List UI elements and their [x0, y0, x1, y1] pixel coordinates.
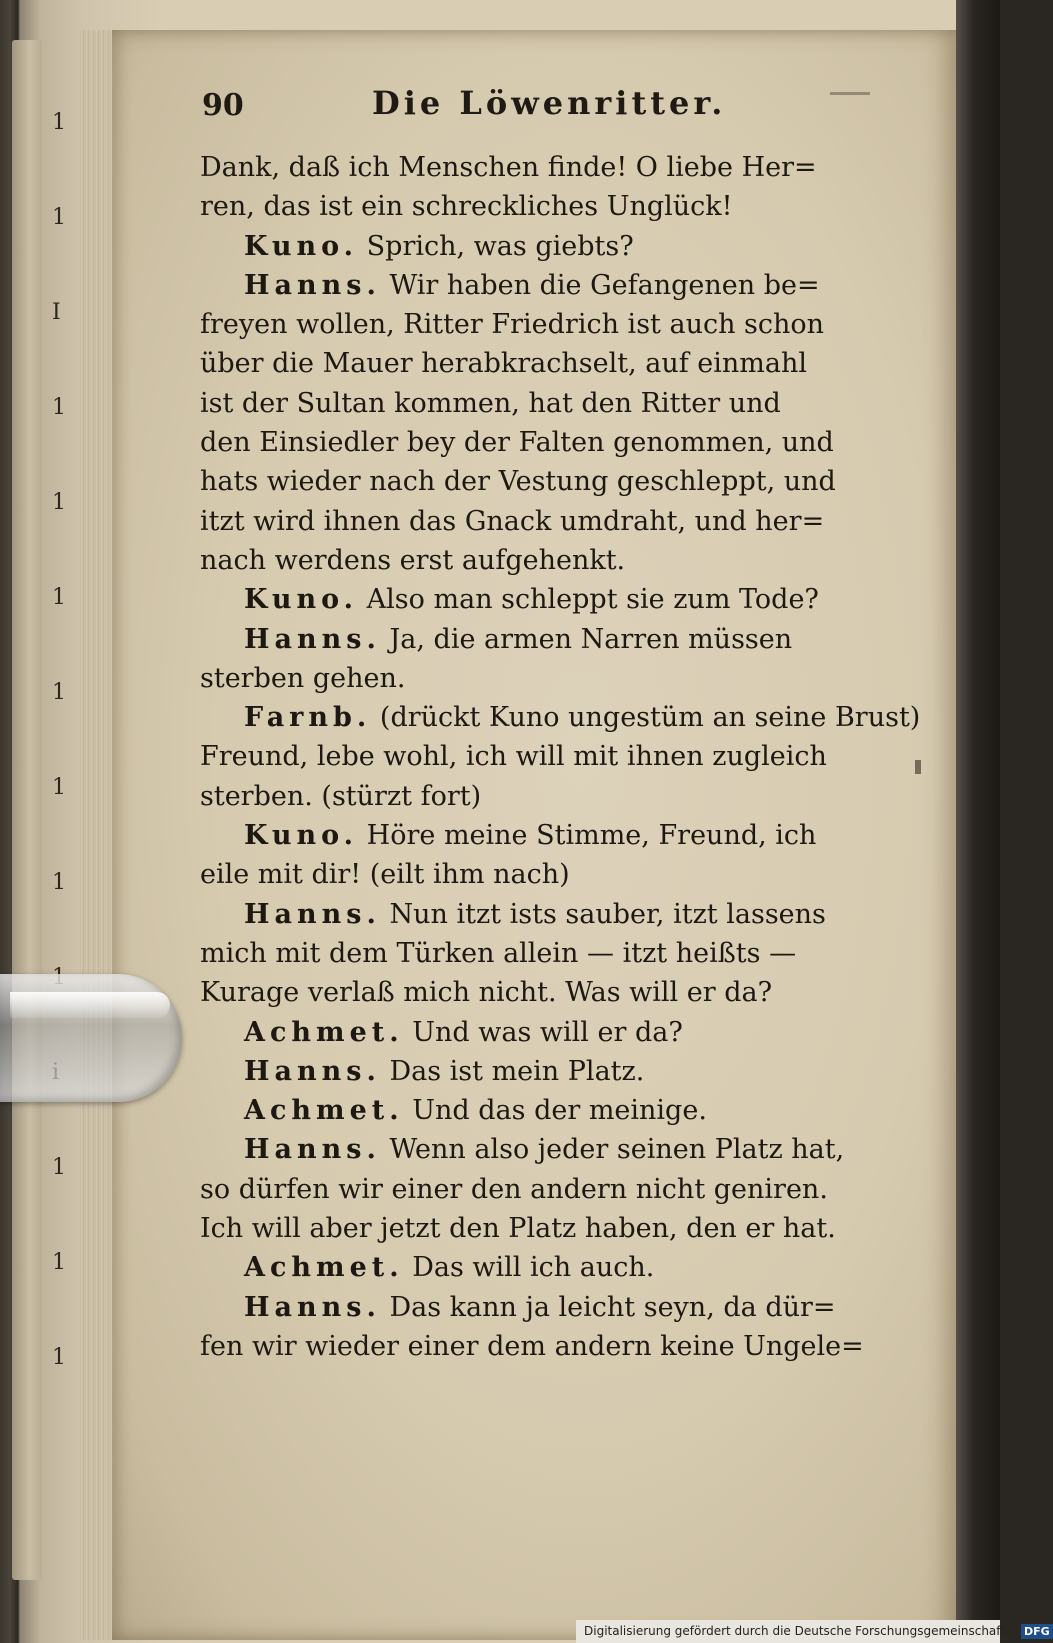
text-line [200, 305, 860, 344]
speaker-name: Hanns. [244, 269, 381, 301]
text-line [200, 659, 860, 698]
line-text: Das will ich auch. [412, 1252, 655, 1284]
margin-mark: 1 [52, 490, 66, 515]
margin-mark: 1 [52, 110, 66, 135]
line-text: Höre meine Stimme, Freund, ich [366, 820, 817, 852]
text-line [200, 384, 860, 423]
line-text: Also man schleppt sie zum Tode? [366, 584, 819, 616]
speaker-name: Achmet. [244, 1252, 404, 1284]
text-line [200, 855, 860, 894]
margin-mark: 1 [52, 1345, 66, 1370]
speaker-name: Hanns. [244, 1134, 381, 1166]
text-line [200, 1327, 864, 1366]
text-line [200, 737, 860, 776]
line-text: sterben gehen. [200, 662, 406, 694]
text-line [200, 541, 860, 580]
text-line [200, 580, 860, 619]
line-text: Freund, lebe wohl, ich will mit ihnen zugleich [200, 741, 827, 773]
text-line [200, 148, 860, 187]
text-line [200, 895, 860, 934]
text-line [200, 423, 860, 462]
line-text: (drückt Kuno ungestüm an seine Brust) [379, 702, 921, 734]
line-text: über die Mauer herabkrachselt, auf einmahl [200, 348, 808, 380]
text-line [200, 187, 860, 226]
text-line [200, 1209, 860, 1248]
speaker-name: Kuno. [244, 820, 359, 852]
text-line [200, 1288, 860, 1327]
margin-mark: I [52, 300, 61, 325]
line-text: mich mit dem Türken allein — itzt heißts — [200, 937, 797, 969]
line-text: Sprich, was giebts? [366, 230, 634, 262]
line-text: eile mit dir! (eilt ihm nach) [200, 859, 570, 891]
speaker-name: Achmet. [244, 1095, 404, 1127]
text-line [200, 1013, 860, 1052]
text-line [200, 227, 860, 266]
margin-mark: 1 [52, 395, 66, 420]
line-text: so dürfen wir einer den andern nicht geniren. [200, 1173, 828, 1205]
body-text [200, 148, 921, 1366]
line-text: Wenn also jeder seinen Platz hat, [389, 1134, 845, 1166]
text-line [200, 462, 860, 501]
page-number: 90 [202, 88, 244, 123]
running-head [202, 84, 842, 134]
line-text: den Einsiedler bey der Falten genommen, und [200, 427, 834, 459]
margin-mark: 1 [52, 1250, 66, 1275]
page-title: Die Löwenritter. [372, 84, 727, 122]
line-text: fen wir wieder einer dem andern keine Ungele= [200, 1330, 864, 1362]
line-text: Und das der meinige. [412, 1095, 707, 1127]
line-text: sterben. (stürzt fort) [200, 780, 482, 812]
margin-mark: 1 [52, 1155, 66, 1180]
dfg-logo: DFG [1021, 1624, 1053, 1639]
clip-highlight [10, 992, 170, 1018]
line-text: Das ist mein Platz. [389, 1055, 645, 1087]
margin-mark: 1 [52, 680, 66, 705]
line-text: Wir haben die Gefangenen be= [389, 269, 820, 301]
text-line [200, 1170, 860, 1209]
text-line [200, 1091, 860, 1130]
speaker-name: Hanns. [244, 623, 381, 655]
speaker-name: Hanns. [244, 898, 381, 930]
text-line [200, 816, 860, 855]
text-line [200, 1248, 860, 1287]
line-text: Ich will aber jetzt den Platz haben, den er hat. [200, 1213, 836, 1245]
line-text: Kurage verlaß mich nicht. Was will er da? [200, 977, 773, 1009]
facing-page-edge [12, 40, 42, 1580]
margin-mark: 1 [52, 775, 66, 800]
line-text: Und was will er da? [412, 1016, 683, 1048]
text-line [200, 344, 860, 383]
margin-mark: 1 [52, 205, 66, 230]
text-line [200, 934, 860, 973]
line-text: ren, das ist ein schreckliches Unglück! [200, 191, 733, 223]
line-text: Dank, daß ich Menschen finde! O liebe Her= [200, 152, 817, 183]
line-text: nach werdens erst aufgehenkt. [200, 544, 626, 576]
margin-mark: 1 [52, 870, 66, 895]
speaker-name: Farnb. [244, 702, 372, 734]
speaker-name: Achmet. [244, 1016, 404, 1048]
margin-mark: 1 [52, 585, 66, 610]
line-text: ist der Sultan kommen, hat den Ritter und [200, 387, 781, 419]
line-text: Nun itzt ists sauber, itzt lassens [389, 898, 826, 930]
line-text: itzt wird ihnen das Gnack umdraht, und her= [200, 505, 825, 537]
line-text: freyen wollen, Ritter Friedrich ist auch schon [200, 309, 825, 341]
speaker-name: Kuno. [244, 230, 359, 262]
ink-smudge [915, 760, 921, 774]
credit-text: Digitalisierung gefördert durch die Deutsche Forschungsgemeinschaft - [584, 1624, 1014, 1638]
text-line [200, 973, 860, 1012]
text-line [200, 698, 921, 737]
text-line [200, 266, 860, 305]
text-line [200, 620, 860, 659]
text-line [200, 502, 860, 541]
speaker-name: Kuno. [244, 584, 359, 616]
text-line [200, 1130, 860, 1169]
line-text: Das kann ja leicht seyn, da dür= [389, 1291, 836, 1323]
speaker-name: Hanns. [244, 1291, 381, 1323]
line-text: Ja, die armen Narren müssen [389, 623, 793, 655]
line-text: hats wieder nach der Vestung geschleppt, und [200, 466, 836, 498]
text-line [200, 777, 860, 816]
footer-credit [576, 1620, 1050, 1643]
text-line [200, 1052, 860, 1091]
binding-gutter [956, 0, 1000, 1643]
speaker-name: Hanns. [244, 1055, 381, 1087]
